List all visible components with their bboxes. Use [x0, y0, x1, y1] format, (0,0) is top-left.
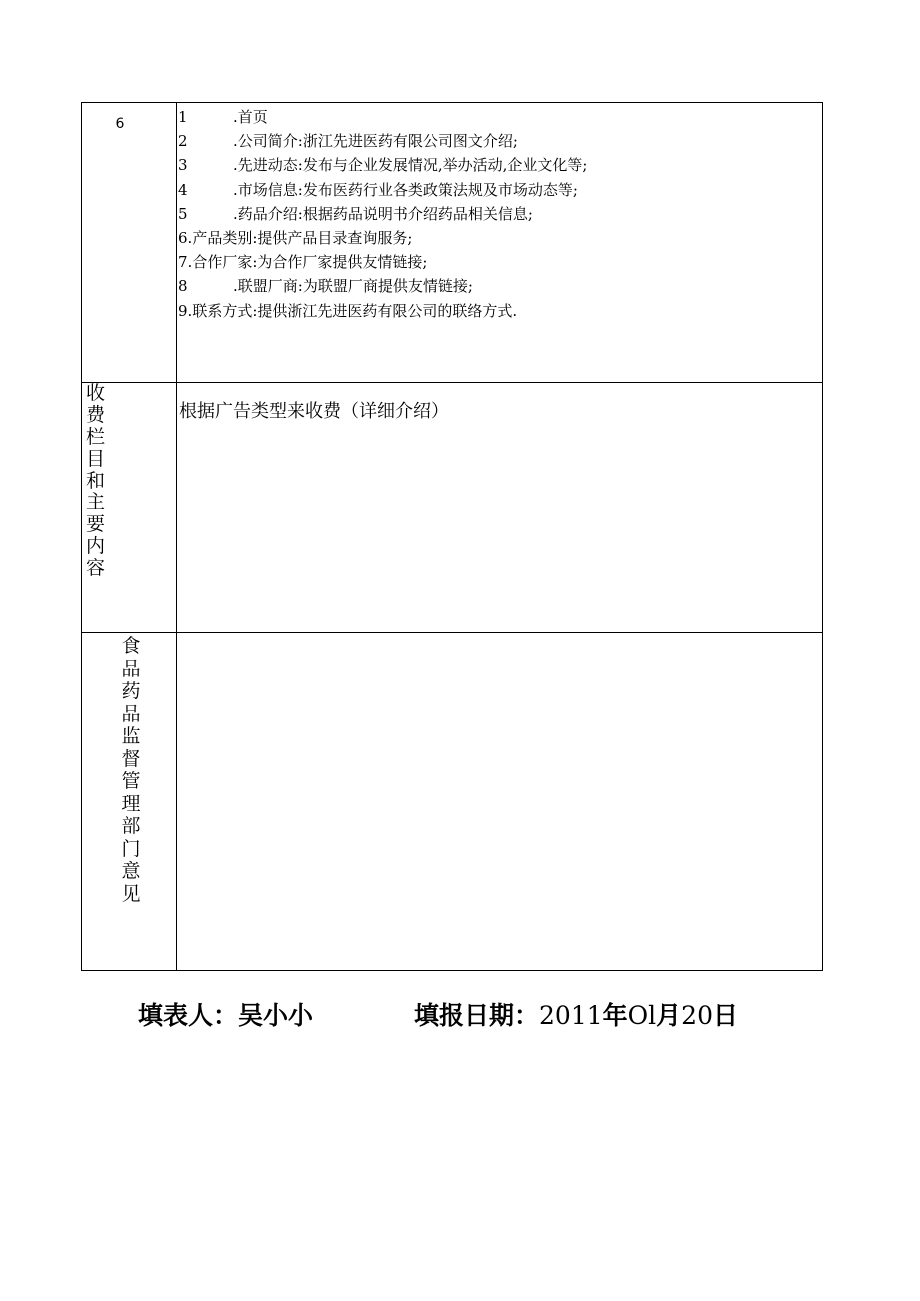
section-item-number: 3 [178, 156, 188, 175]
fee-label-char: 费 [86, 403, 106, 426]
fee-label-cell [82, 383, 177, 633]
fee-label-char: 和 [86, 469, 106, 492]
date-day-unit: 日 [712, 1001, 738, 1030]
filler-label: 填表人：吴小小 [138, 1001, 314, 1030]
section-item-number: 9 [178, 301, 188, 320]
section-item-number: 4 [178, 180, 188, 199]
fee-label-char: 容 [86, 557, 106, 580]
site-sections-cell [177, 103, 823, 383]
section-item [178, 274, 822, 298]
fee-label-char: 要 [86, 513, 106, 536]
fda-label-char: 见 [121, 882, 141, 905]
fda-label-char: 药 [121, 680, 141, 702]
fda-opinion-cell [177, 633, 823, 971]
fda-label-char: 部 [121, 815, 141, 837]
section-item-number: 8 [178, 277, 188, 296]
section-item-text: .市场信息:发布医药行业各类政策法规及市场动态等; [233, 180, 578, 199]
date-day: 20 [681, 1001, 713, 1030]
fda-label-cell [82, 633, 177, 971]
fda-opinion-label [82, 633, 176, 905]
section-item-number: 7 [178, 253, 188, 272]
row-site-sections [82, 103, 823, 383]
row-fda-opinion [82, 633, 823, 971]
section-item [178, 178, 822, 202]
fda-label-char: 管 [121, 770, 141, 792]
application-form-table [81, 102, 823, 971]
fda-label-char: 食 [121, 635, 141, 657]
fee-columns-label [82, 383, 176, 580]
section-item-text: .公司简介:浙江先进医药有限公司图文介绍; [233, 132, 518, 151]
fee-label-char: 内 [86, 535, 106, 558]
section-item-text: .合作厂家:为合作厂家提供友情链接; [187, 253, 428, 272]
fee-description: 根据广告类型来收费（详细介绍） [179, 401, 449, 422]
fda-label-char: 品 [121, 702, 141, 725]
section-item [178, 226, 822, 250]
section-item [178, 299, 822, 323]
fee-label-char: 主 [86, 491, 106, 514]
site-sections-list [177, 103, 822, 323]
section-item-number: 6 [178, 229, 188, 248]
fda-label-char: 监 [121, 725, 141, 747]
section-item-number: 5 [178, 204, 188, 223]
fda-label-char: 门 [121, 837, 141, 860]
fda-label-char: 理 [121, 792, 141, 815]
date-year-unit: 年 [602, 1001, 628, 1030]
row-number-cell [82, 103, 177, 383]
fda-label-char: 品 [121, 657, 141, 680]
fee-content-cell [177, 383, 823, 633]
form-footer [138, 996, 738, 1032]
section-item-number: 1 [178, 108, 188, 126]
section-item [178, 153, 822, 177]
fda-label-char: 督 [121, 747, 141, 770]
section-item-text: .先进动态:发布与企业发展情况,举办活动,企业文化等; [233, 156, 588, 175]
section-item [178, 250, 822, 274]
section-item-number: 2 [178, 132, 188, 151]
section-item [178, 129, 822, 153]
date-label: 填报日期： [414, 1001, 540, 1030]
section-item [178, 202, 822, 226]
section-item-text: .联盟厂商:为联盟厂商提供友情链接; [233, 277, 473, 296]
section-item-text: .联系方式:提供浙江先进医药有限公司的联络方式. [187, 301, 518, 320]
fda-label-char: 意 [121, 860, 141, 882]
date-month: Ol [627, 1001, 657, 1030]
row-number: 6 [115, 116, 125, 132]
date-year: 2011 [539, 1001, 603, 1030]
row-fee-columns [82, 383, 823, 633]
section-item-text: .产品类别:提供产品目录查询服务; [187, 229, 413, 248]
section-item [178, 105, 822, 129]
date-month-unit: 月 [656, 1001, 682, 1030]
fee-label-char: 栏 [86, 425, 106, 448]
fill-date [414, 996, 738, 1032]
section-item-text: .药品介绍:根据药品说明书介绍药品相关信息; [233, 204, 533, 223]
fee-label-char: 目 [86, 447, 106, 470]
section-item-text: .首页 [233, 108, 268, 126]
fee-label-char: 收 [86, 382, 106, 404]
